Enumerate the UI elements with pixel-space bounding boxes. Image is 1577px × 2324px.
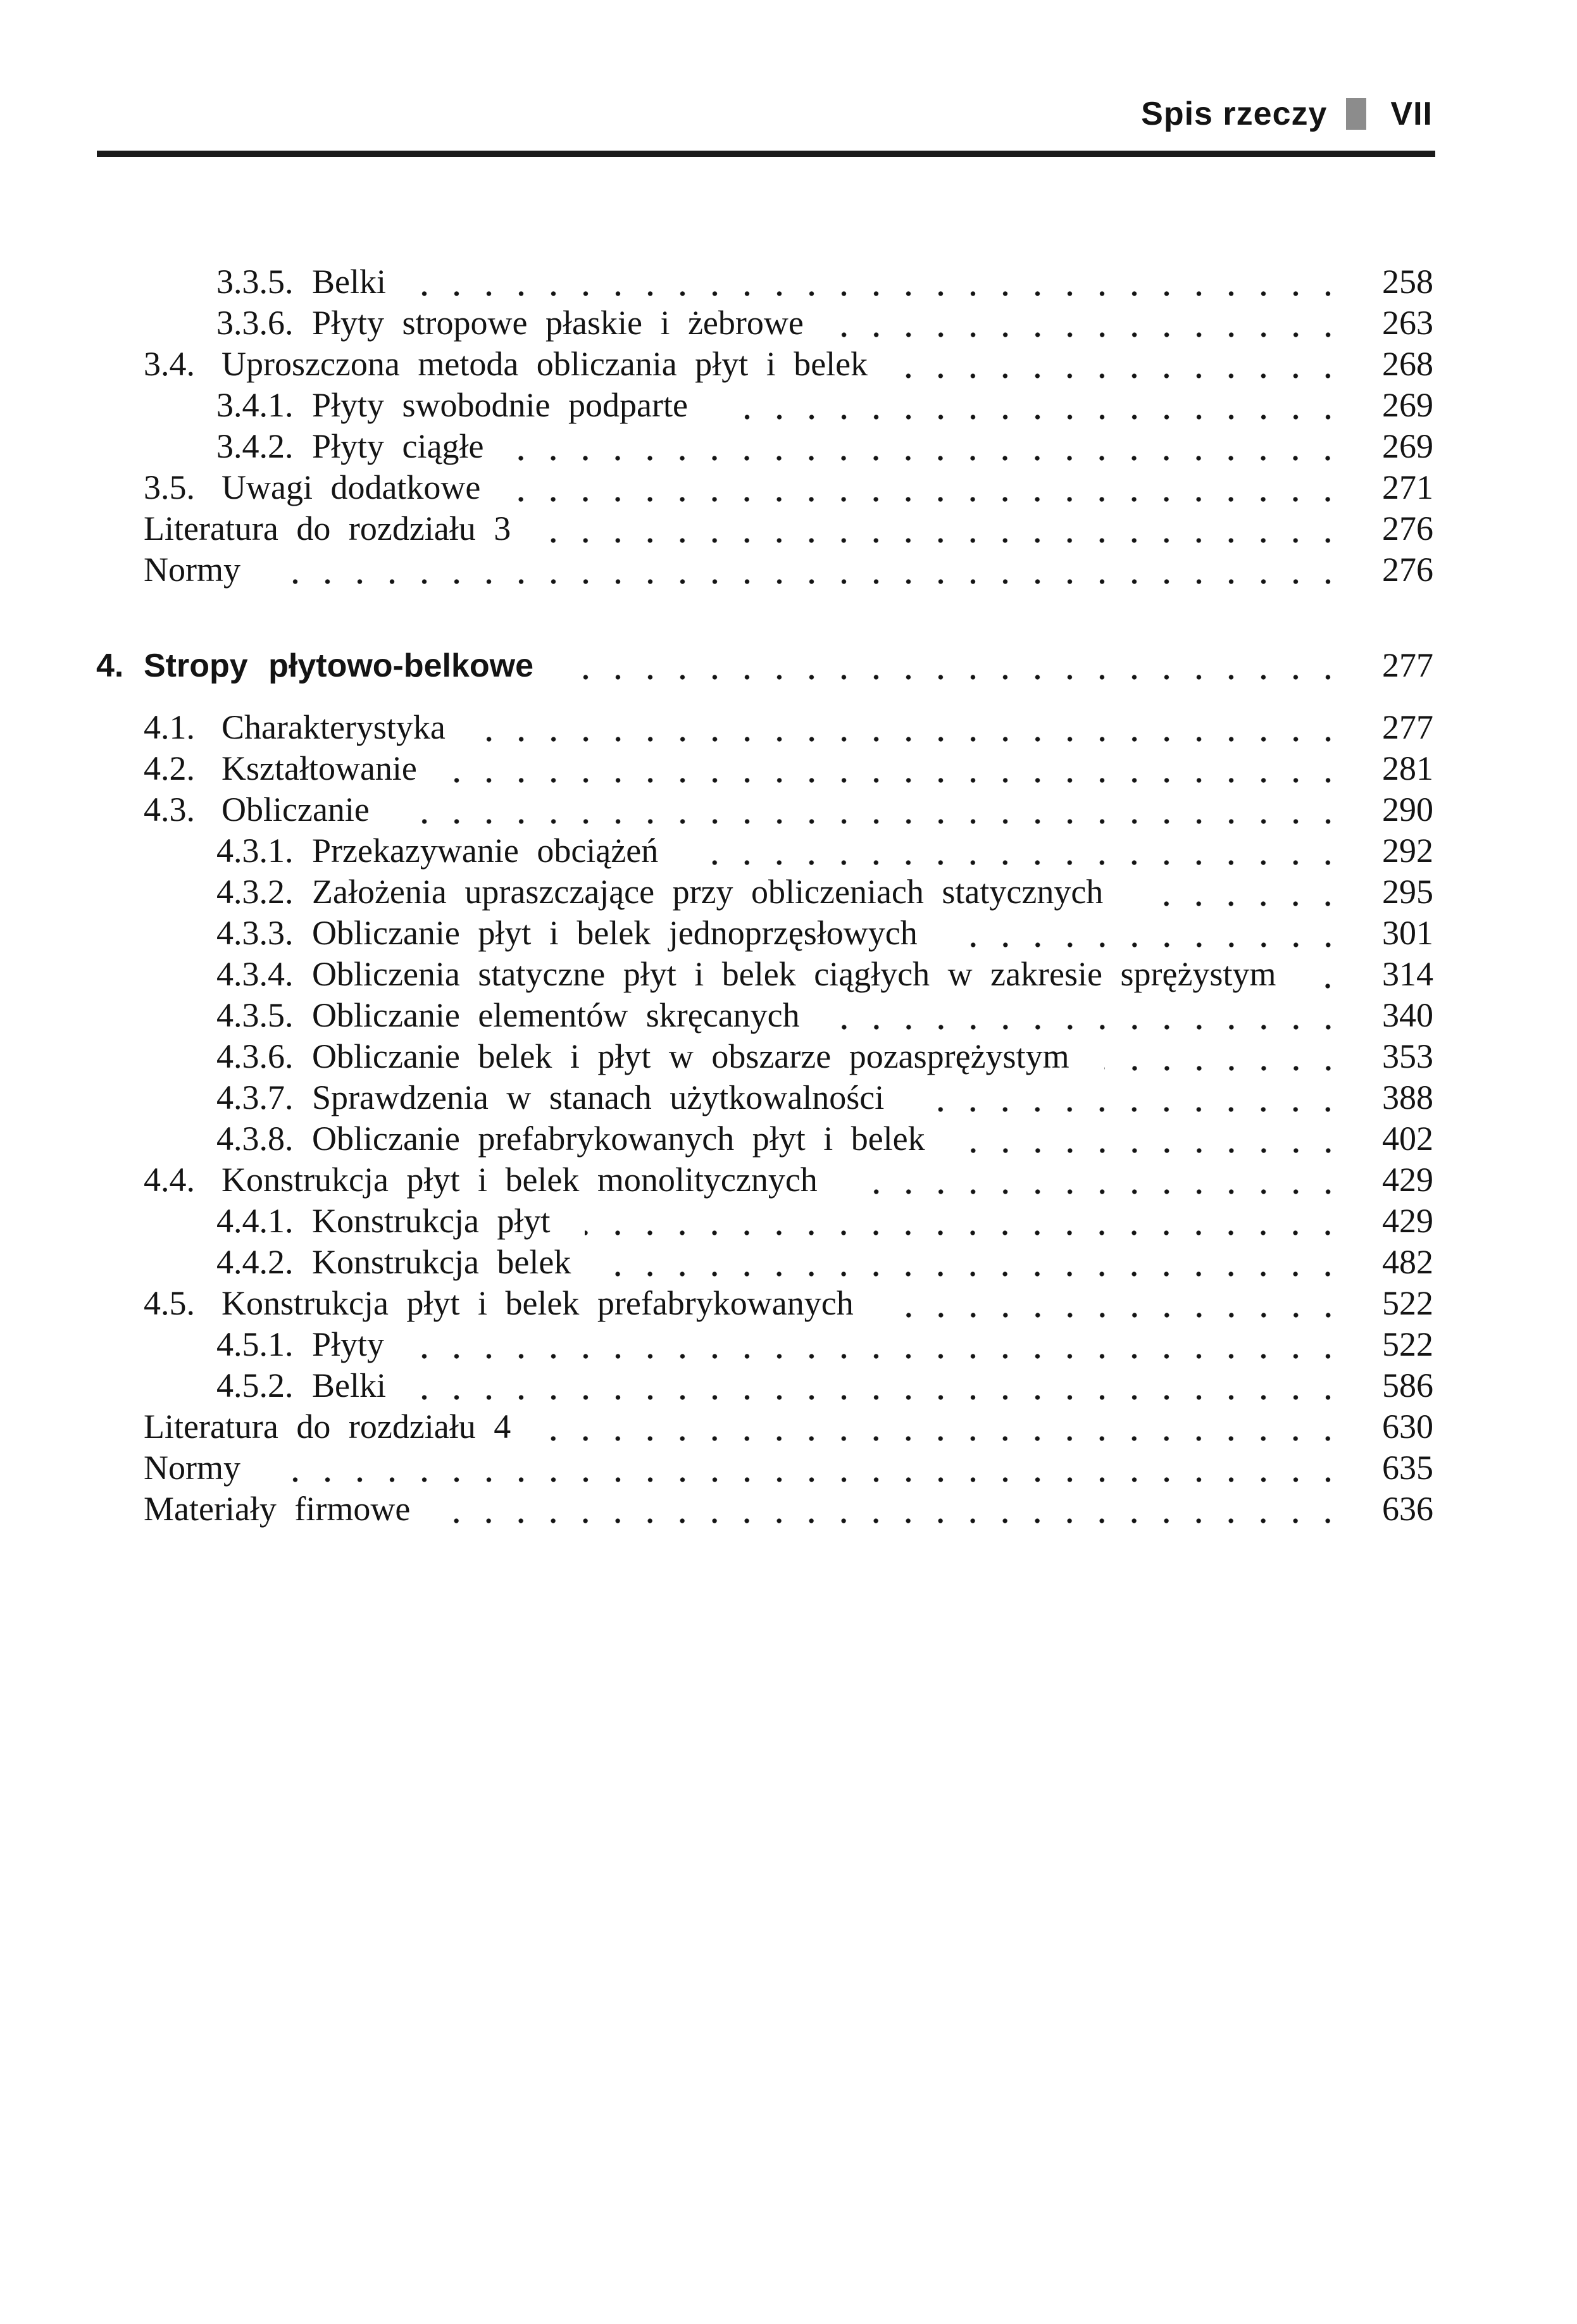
toc-entry-title: Płyty ciągłe: [312, 427, 484, 465]
toc-row: [96, 913, 1433, 954]
toc-entry-number: 4.: [96, 647, 124, 684]
toc-row: [96, 1036, 1433, 1077]
dot-leader: [1138, 872, 1348, 913]
toc-entry-page: 269: [1382, 386, 1433, 424]
toc-entry-number: 3.5.: [144, 468, 195, 506]
toc-entry-title: Obliczanie: [221, 790, 370, 828]
toc-row: [96, 344, 1433, 385]
toc-entry-page: 268: [1382, 345, 1433, 383]
toc-entry-number: 4.5.: [144, 1284, 195, 1322]
toc-row: [96, 1406, 1433, 1447]
toc-entry-title: Literatura do rozdziału 4: [144, 1408, 511, 1446]
toc-row: [96, 1201, 1433, 1242]
toc-entry-title: Kształtowanie: [221, 749, 417, 787]
toc-row: [96, 303, 1433, 344]
toc-entry-title: Belki: [312, 263, 386, 301]
toc-entry-page: 277: [1382, 708, 1433, 746]
toc-entry-title: Belki: [312, 1366, 386, 1404]
dot-leader: [275, 1447, 1348, 1489]
toc-row: [96, 1447, 1433, 1489]
toc-entry-page: 271: [1382, 468, 1433, 506]
toc-entry-page: 276: [1382, 551, 1433, 589]
dot-leader: [452, 748, 1348, 789]
toc-entry-page: 586: [1382, 1366, 1433, 1404]
toc-row: [96, 954, 1433, 995]
toc-entry-number: 4.3.3.: [216, 914, 294, 952]
toc-entry-number: 4.1.: [144, 708, 195, 746]
header-page-number: VII: [1390, 96, 1433, 132]
toc-row: [96, 1324, 1433, 1365]
toc-entry-page: 429: [1382, 1202, 1433, 1240]
dot-leader: [1311, 954, 1348, 995]
toc-row: [96, 645, 1433, 686]
toc-entry-page: 258: [1382, 263, 1433, 301]
toc-entry-page: 429: [1382, 1161, 1433, 1199]
toc-entry-page: 269: [1382, 427, 1433, 465]
toc-entry-number: 3.4.1.: [216, 386, 294, 424]
toc-entry-number: 4.3.7.: [216, 1078, 294, 1116]
dot-leader: [693, 830, 1348, 872]
toc-entry-number: 4.3.: [144, 790, 195, 828]
toc-row: [96, 261, 1433, 303]
toc-entry-page: 295: [1382, 873, 1433, 911]
toc-row: [96, 1242, 1433, 1283]
toc-entry-number: 3.4.: [144, 345, 195, 383]
dot-leader: [902, 344, 1348, 385]
dot-leader: [835, 995, 1348, 1036]
toc-entry-number: 4.3.4.: [216, 955, 294, 993]
toc-entry-title: Obliczanie płyt i belek jednoprzęsłowych: [312, 914, 918, 952]
dot-leader: [480, 707, 1348, 748]
dot-leader: [518, 426, 1348, 467]
page-header: [1141, 96, 1433, 132]
toc-entry-page: 522: [1382, 1325, 1433, 1363]
dot-leader: [1104, 1036, 1348, 1077]
toc-row: [96, 707, 1433, 748]
header-rule: [97, 151, 1435, 157]
dot-leader: [421, 261, 1348, 303]
toc-entry-title: Uwagi dodatkowe: [221, 468, 481, 506]
toc-entry-page: 522: [1382, 1284, 1433, 1322]
toc-entry-number: 4.3.5.: [216, 996, 294, 1034]
toc-entry-number: 4.4.: [144, 1161, 195, 1199]
toc-entry-page: 635: [1382, 1449, 1433, 1487]
toc-entry-page: 388: [1382, 1078, 1433, 1116]
toc-entry-title: Obliczanie prefabrykowanych płyt i belek: [312, 1120, 925, 1158]
dot-leader: [952, 913, 1348, 954]
dot-leader: [445, 1489, 1348, 1530]
toc-entry-title: Przekazywanie obciążeń: [312, 832, 659, 870]
toc-entry-title: Obliczenia statyczne płyt i belek ciągłych w zakresie sprężystym: [312, 955, 1276, 993]
toc-entry-number: 3.4.2.: [216, 427, 294, 465]
toc-entry-number: 4.3.6.: [216, 1037, 294, 1075]
toc-row: [96, 1159, 1433, 1201]
toc-entry-page: 263: [1382, 304, 1433, 342]
toc-row: [96, 1365, 1433, 1406]
toc-row: [96, 789, 1433, 830]
toc-row: [96, 1489, 1433, 1530]
toc-entry-page: 340: [1382, 996, 1433, 1034]
dot-leader: [723, 385, 1348, 426]
dot-leader: [606, 1242, 1348, 1283]
toc-entry-number: 4.5.1.: [216, 1325, 294, 1363]
dot-leader: [888, 1283, 1348, 1324]
toc-entry-page: 301: [1382, 914, 1433, 952]
dot-leader: [919, 1077, 1348, 1118]
toc-row: [96, 1283, 1433, 1324]
dot-leader: [960, 1118, 1348, 1159]
toc-entry-title: Materiały firmowe: [144, 1490, 411, 1528]
toc-entry-number: 4.4.1.: [216, 1202, 294, 1240]
dot-leader: [515, 467, 1348, 508]
toc-row: [96, 830, 1433, 872]
header-title: Spis rzeczy: [1141, 96, 1328, 132]
toc-row: [96, 1118, 1433, 1159]
toc-entry-page: 636: [1382, 1490, 1433, 1528]
toc-entry-title: Stropy płytowo-belkowe: [144, 647, 534, 684]
toc-entry-page: 314: [1382, 955, 1433, 993]
toc-entry-title: Konstrukcja belek: [312, 1243, 571, 1281]
dot-leader: [421, 1365, 1348, 1406]
toc-entry-number: 4.3.2.: [216, 873, 294, 911]
dot-leader: [545, 508, 1348, 549]
toc-entry-number: 4.4.2.: [216, 1243, 294, 1281]
toc-row: [96, 995, 1433, 1036]
toc-entry-page: 277: [1382, 646, 1433, 684]
toc-entry-page: 276: [1382, 509, 1433, 547]
toc-row: [96, 872, 1433, 913]
toc-entry-title: Charakterystyka: [221, 708, 446, 746]
toc-entry-number: 3.3.5.: [216, 263, 294, 301]
toc-entry-title: Uproszczona metoda obliczania płyt i belek: [221, 345, 868, 383]
toc-entry-title: Płyty: [312, 1325, 385, 1363]
toc-entry-title: Konstrukcja płyt i belek monolitycznych: [221, 1161, 818, 1199]
toc-entry-title: Założenia upraszczające przy obliczeniach statycznych: [312, 873, 1104, 911]
dot-leader: [852, 1159, 1348, 1201]
toc-entry-page: 353: [1382, 1037, 1433, 1075]
toc-entry-title: Obliczanie elementów skręcanych: [312, 996, 800, 1034]
dot-leader: [585, 1201, 1348, 1242]
dot-leader: [419, 1324, 1348, 1365]
toc-entry-number: 4.5.2.: [216, 1366, 294, 1404]
toc-row: [96, 508, 1433, 549]
dot-leader: [568, 645, 1348, 686]
toc-entry-title: Płyty swobodnie podparte: [312, 386, 688, 424]
toc-entry-page: 402: [1382, 1120, 1433, 1158]
toc-entry-number: 4.2.: [144, 749, 195, 787]
dot-leader: [275, 549, 1348, 590]
toc-row: [96, 426, 1433, 467]
dot-leader: [404, 789, 1348, 830]
toc-entry-page: 482: [1382, 1243, 1433, 1281]
toc-entry-page: 630: [1382, 1408, 1433, 1446]
toc-entry-title: Normy: [144, 551, 240, 589]
toc-list: [96, 261, 1433, 1530]
toc-entry-page: 281: [1382, 749, 1433, 787]
toc-row: [96, 385, 1433, 426]
toc-row: [96, 1077, 1433, 1118]
toc-entry-title: Sprawdzenia w stanach użytkowalności: [312, 1078, 885, 1116]
toc-row: [96, 467, 1433, 508]
toc-entry-title: Konstrukcja płyt: [312, 1202, 551, 1240]
toc-row: [96, 748, 1433, 789]
toc-entry-title: Obliczanie belek i płyt w obszarze pozasprężystym: [312, 1037, 1069, 1075]
dot-leader: [545, 1406, 1348, 1447]
toc-entry-number: 4.3.1.: [216, 832, 294, 870]
toc-row: [96, 549, 1433, 590]
toc-entry-page: 290: [1382, 790, 1433, 828]
toc-entry-title: Konstrukcja płyt i belek prefabrykowanych: [221, 1284, 854, 1322]
toc-entry-title: Normy: [144, 1449, 240, 1487]
toc-entry-page: 292: [1382, 832, 1433, 870]
dot-leader: [838, 303, 1348, 344]
section-marker-square-icon: [1346, 98, 1366, 130]
toc-entry-number: 3.3.6.: [216, 304, 294, 342]
toc-entry-number: 4.3.8.: [216, 1120, 294, 1158]
toc-entry-title: Literatura do rozdziału 3: [144, 509, 511, 547]
toc-entry-title: Płyty stropowe płaskie i żebrowe: [312, 304, 804, 342]
